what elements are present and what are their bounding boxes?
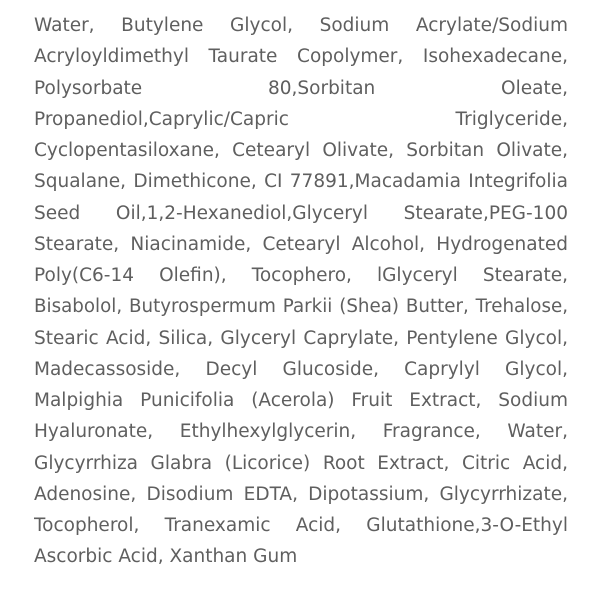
ingredients-line: Malpighia Punicifolia (Acerola) Fruit Extract, Sodium	[34, 390, 568, 411]
ingredients-line: Madecassoside, Decyl Glucoside, Caprylyl Glycol,	[34, 358, 568, 380]
ingredients-list	[34, 10, 568, 573]
ingredients-line: Cyclopentasiloxane, Cetearyl Olivate, Sorbitan Olivate,	[34, 140, 568, 161]
ingredients-line: Seed Oil,1,2-Hexanediol,Glyceryl Stearate,PEG-100	[34, 202, 568, 224]
ingredients-line: Propanediol,Caprylic/Capric Triglyceride,	[34, 108, 568, 130]
ingredients-line: Stearic Acid, Silica, Glyceryl Caprylate, Pentylene Glycol,	[34, 327, 568, 349]
ingredients-line: Glycyrrhiza Glabra (Licorice) Root Extract, Citric Acid,	[34, 452, 568, 474]
ingredients-line: Bisabolol, Butyrospermum Parkii (Shea) Butter, Trehalose,	[34, 296, 568, 318]
ingredients-line: Adenosine, Disodium EDTA, Dipotassium, Glycyrrhizate,	[34, 483, 568, 505]
ingredients-line: Tocopherol, Tranexamic Acid, Glutathione,3-O-Ethyl	[34, 515, 568, 536]
ingredients-line: Squalane, Dimethicone, CI 77891,Macadamia Integrifolia	[34, 171, 568, 193]
ingredients-line: Hyaluronate, Ethylhexylglycerin, Fragrance, Water,	[34, 421, 568, 443]
ingredients-line: Polysorbate 80,Sorbitan Oleate,	[34, 77, 568, 99]
ingredients-line: Acryloyldimethyl Taurate Copolymer, Isohexadecane,	[34, 46, 568, 68]
ingredients-line: Ascorbic Acid, Xanthan Gum	[34, 546, 298, 568]
ingredients-line: Water, Butylene Glycol, Sodium Acrylate/Sodium	[34, 15, 568, 36]
ingredients-line: Poly(C6-14 Olefin), Tocophero, lGlyceryl Stearate,	[34, 265, 568, 286]
ingredients-line: Stearate, Niacinamide, Cetearyl Alcohol, Hydrogenated	[34, 233, 568, 255]
